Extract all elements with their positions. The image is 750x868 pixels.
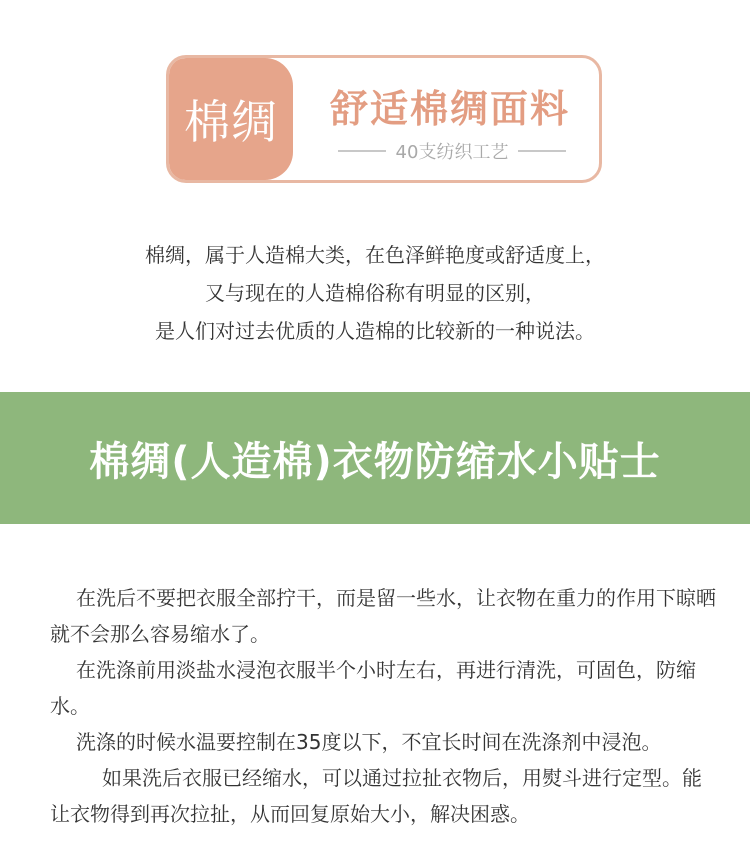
- badge-subtitle-row: [327, 138, 577, 164]
- intro-line: 又与现在的人造棉俗称有明显的区别，: [205, 281, 545, 305]
- tip-item: 在洗后不要把衣服全部拧干，而是留一些水，让衣物在重力的作用下晾晒就不会那么容易缩水了。: [50, 586, 716, 646]
- fabric-badge: [166, 55, 602, 183]
- tip-item: 在洗涤前用淡盐水浸泡衣服半个小时左右，再进行清洗，可固色，防缩水。: [50, 658, 696, 718]
- intro-paragraph: [0, 236, 750, 350]
- badge-subtitle: 40支纺织工艺: [395, 142, 509, 163]
- intro-line: 棉绸，属于人造棉大类，在色泽鲜艳度或舒适度上，: [145, 243, 605, 267]
- badge-tag-label: 棉绸: [184, 95, 278, 149]
- tips-banner: [0, 392, 750, 524]
- badge-tag: [169, 58, 293, 180]
- tip-item: 洗涤的时候水温要控制在35度以下，不宜长时间在洗涤剂中浸泡。: [76, 730, 662, 754]
- banner-title: 棉绸(人造棉)衣物防缩水小贴士: [89, 438, 661, 485]
- badge-title: 舒适棉绸面料: [329, 87, 570, 131]
- subtitle-left-dash: [338, 150, 386, 152]
- tip-item: 如果洗后衣服已经缩水，可以通过拉扯衣物后，用熨斗进行定型。能让衣物得到再次拉扯，从而回复原始大小，解决困惑。: [50, 766, 702, 826]
- tips-list: [50, 580, 720, 832]
- subtitle-right-dash: [518, 150, 566, 152]
- intro-line: 是人们对过去优质的人造棉的比较新的一种说法。: [155, 319, 595, 343]
